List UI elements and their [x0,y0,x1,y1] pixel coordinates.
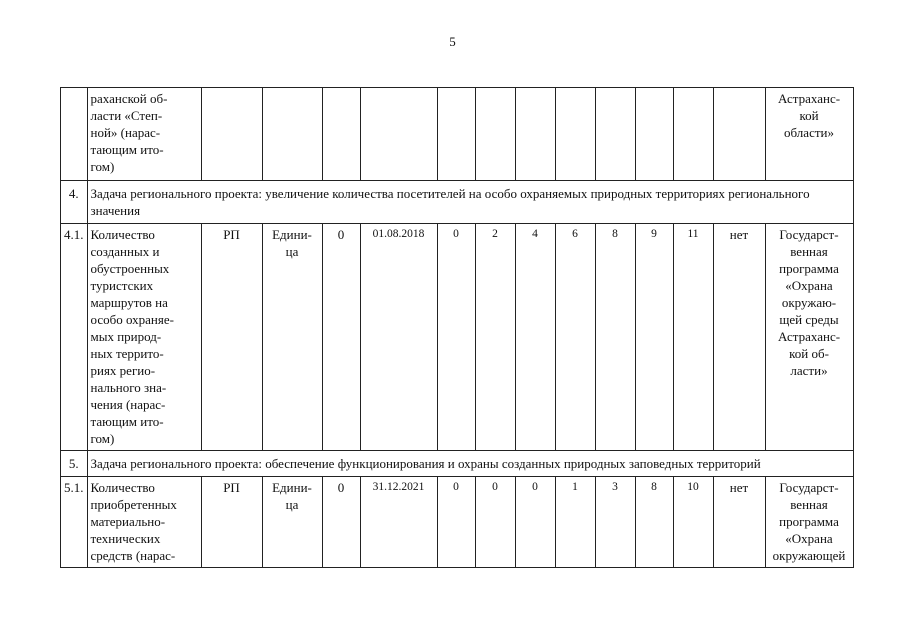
cell-number [61,88,88,181]
cell-empty [201,88,262,181]
cell-empty [713,88,765,181]
cell-value: 9 [635,224,673,451]
indicator-row-4-1 [61,224,854,451]
cell-source: Астраханс- кой области» [765,88,853,181]
cell-value: 0 [437,477,475,568]
section-number: 5. [61,451,88,477]
cell-value: 0 [437,224,475,451]
cell-empty [635,88,673,181]
cell-flag: нет [713,477,765,568]
cell-empty [437,88,475,181]
cell-number: 4.1. [61,224,88,451]
cell-name: Количество приобретенных материально- технических средств (нарас- [87,477,201,568]
cell-base-date: 31.12.2021 [360,477,437,568]
section-title: Задача регионального проекта: увеличение количества посетителей на особо охраняемых природных территориях регионального значения [87,181,853,224]
cell-empty [555,88,595,181]
section-title: Задача регионального проекта: обеспечение функционирования и охраны созданных природных заповедных территорий [87,451,853,477]
cell-value: 2 [475,224,515,451]
cell-empty [322,88,360,181]
cell-value: 8 [635,477,673,568]
cell-source: Государст- венная программа «Охрана окружающей [765,477,853,568]
cell-empty [262,88,322,181]
indicator-table [60,87,854,568]
cell-empty [673,88,713,181]
page-number: 5 [449,34,456,49]
cell-value: 6 [555,224,595,451]
continuation-row [61,88,854,181]
cell-empty [475,88,515,181]
cell-base-value: 0 [322,224,360,451]
cell-number: 5.1. [61,477,88,568]
cell-source: Государст- венная программа «Охрана окружаю- щей среды Астраханс- кой об- ласти» [765,224,853,451]
section-number: 4. [61,181,88,224]
cell-unit: Едини- ца [262,477,322,568]
cell-value: 10 [673,477,713,568]
cell-value: 1 [555,477,595,568]
cell-value: 8 [595,224,635,451]
cell-empty [595,88,635,181]
indicator-row-5-1 [61,477,854,568]
cell-name: раханской об- ласти «Степ- ной» (нарас- тающим ито- гом) [87,88,201,181]
cell-empty [515,88,555,181]
section-4-row [61,181,854,224]
cell-type: РП [201,224,262,451]
cell-value: 0 [475,477,515,568]
cell-base-date: 01.08.2018 [360,224,437,451]
cell-type: РП [201,477,262,568]
cell-empty [360,88,437,181]
cell-name: Количество созданных и обустроенных туристских маршрутов на особо охраняе- мых природ- ных террито- риях регио- нального зна- чения (нарас- тающим ито- гом) [87,224,201,451]
cell-unit: Едини- ца [262,224,322,451]
cell-value: 0 [515,477,555,568]
cell-base-value: 0 [322,477,360,568]
cell-value: 3 [595,477,635,568]
cell-flag: нет [713,224,765,451]
cell-value: 4 [515,224,555,451]
cell-value: 11 [673,224,713,451]
section-5-row [61,451,854,477]
